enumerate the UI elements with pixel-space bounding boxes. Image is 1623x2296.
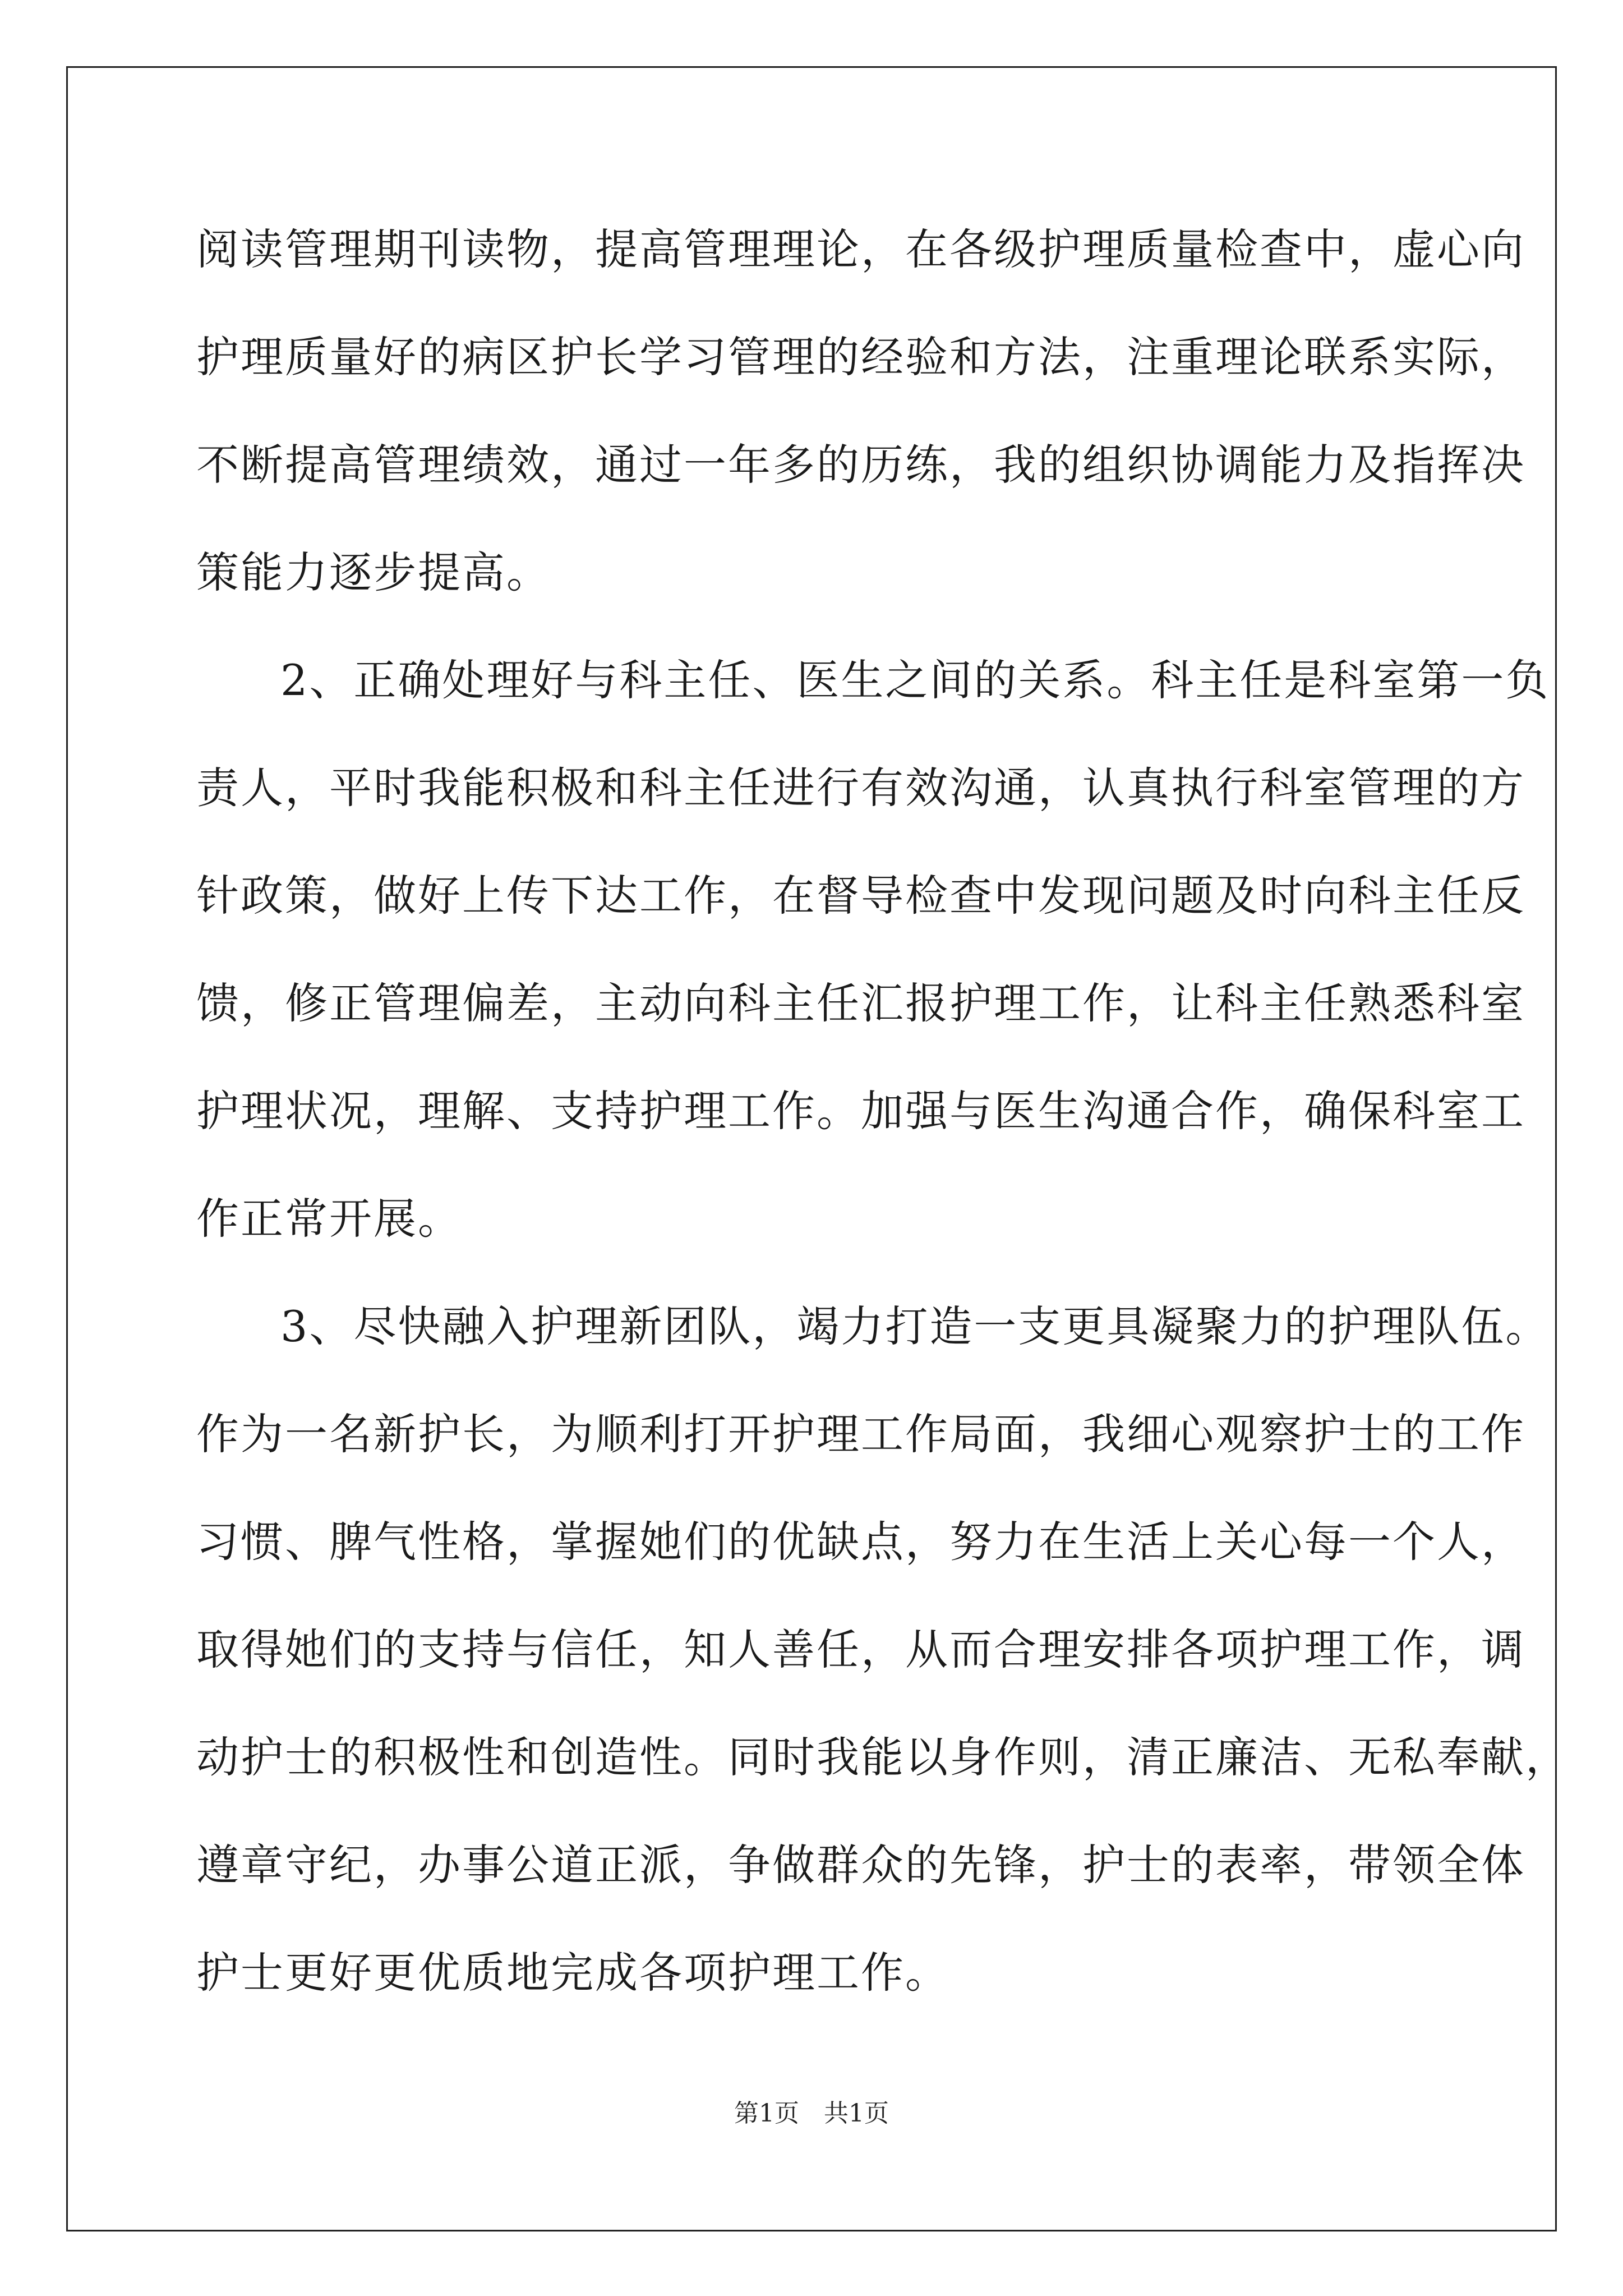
text-line: 习惯、脾气性格，掌握她们的优缺点，努力在生活上关心每一个人，: [196, 1517, 1525, 1567]
text-line: 阅读管理期刊读物，提高管理理论，在各级护理质量检查中，虚心向: [196, 224, 1525, 274]
document-body: [196, 216, 1570, 2047]
text-line: 策能力逐步提高。: [196, 547, 551, 597]
text-line: 作为一名新护长，为顺利打开护理工作局面，我细心观察护士的工作: [196, 1409, 1525, 1459]
text-line: 不断提高管理绩效，通过一年多的历练，我的组织协调能力及指挥决: [196, 440, 1525, 490]
text-line: 3、尽快融入护理新团队，竭力打造一支更具凝聚力的护理队伍。: [280, 1301, 1550, 1351]
text-line: 动护士的积极性和创造性。同时我能以身作则，清正廉洁、无私奉献，: [196, 1732, 1570, 1782]
page-footer: 第1页 共1页: [734, 2099, 889, 2128]
text-line: 馈，修正管理偏差，主动向科主任汇报护理工作，让科主任熟悉科室: [196, 978, 1525, 1028]
text-line: 责人，平时我能积极和科主任进行有效沟通，认真执行科室管理的方: [196, 763, 1525, 813]
text-line: 护士更好更优质地完成各项护理工作。: [196, 1948, 949, 1998]
text-line: 取得她们的支持与信任，知人善任，从而合理安排各项护理工作，调: [196, 1625, 1525, 1674]
text-line: 作正常开展。: [196, 1194, 462, 1244]
text-line: 护理质量好的病区护长学习管理的经验和方法，注重理论联系实际，: [196, 332, 1525, 382]
text-line: 针政策，做好上传下达工作，在督导检查中发现问题及时向科主任反: [196, 871, 1525, 921]
text-line: 2、正确处理好与科主任、医生之间的关系。科主任是科室第一负: [280, 655, 1550, 705]
text-line: 护理状况，理解、支持护理工作。加强与医生沟通合作，确保科室工: [196, 1086, 1525, 1136]
text-line: 遵章守纪，办事公道正派，争做群众的先锋，护士的表率，带领全体: [196, 1840, 1525, 1890]
